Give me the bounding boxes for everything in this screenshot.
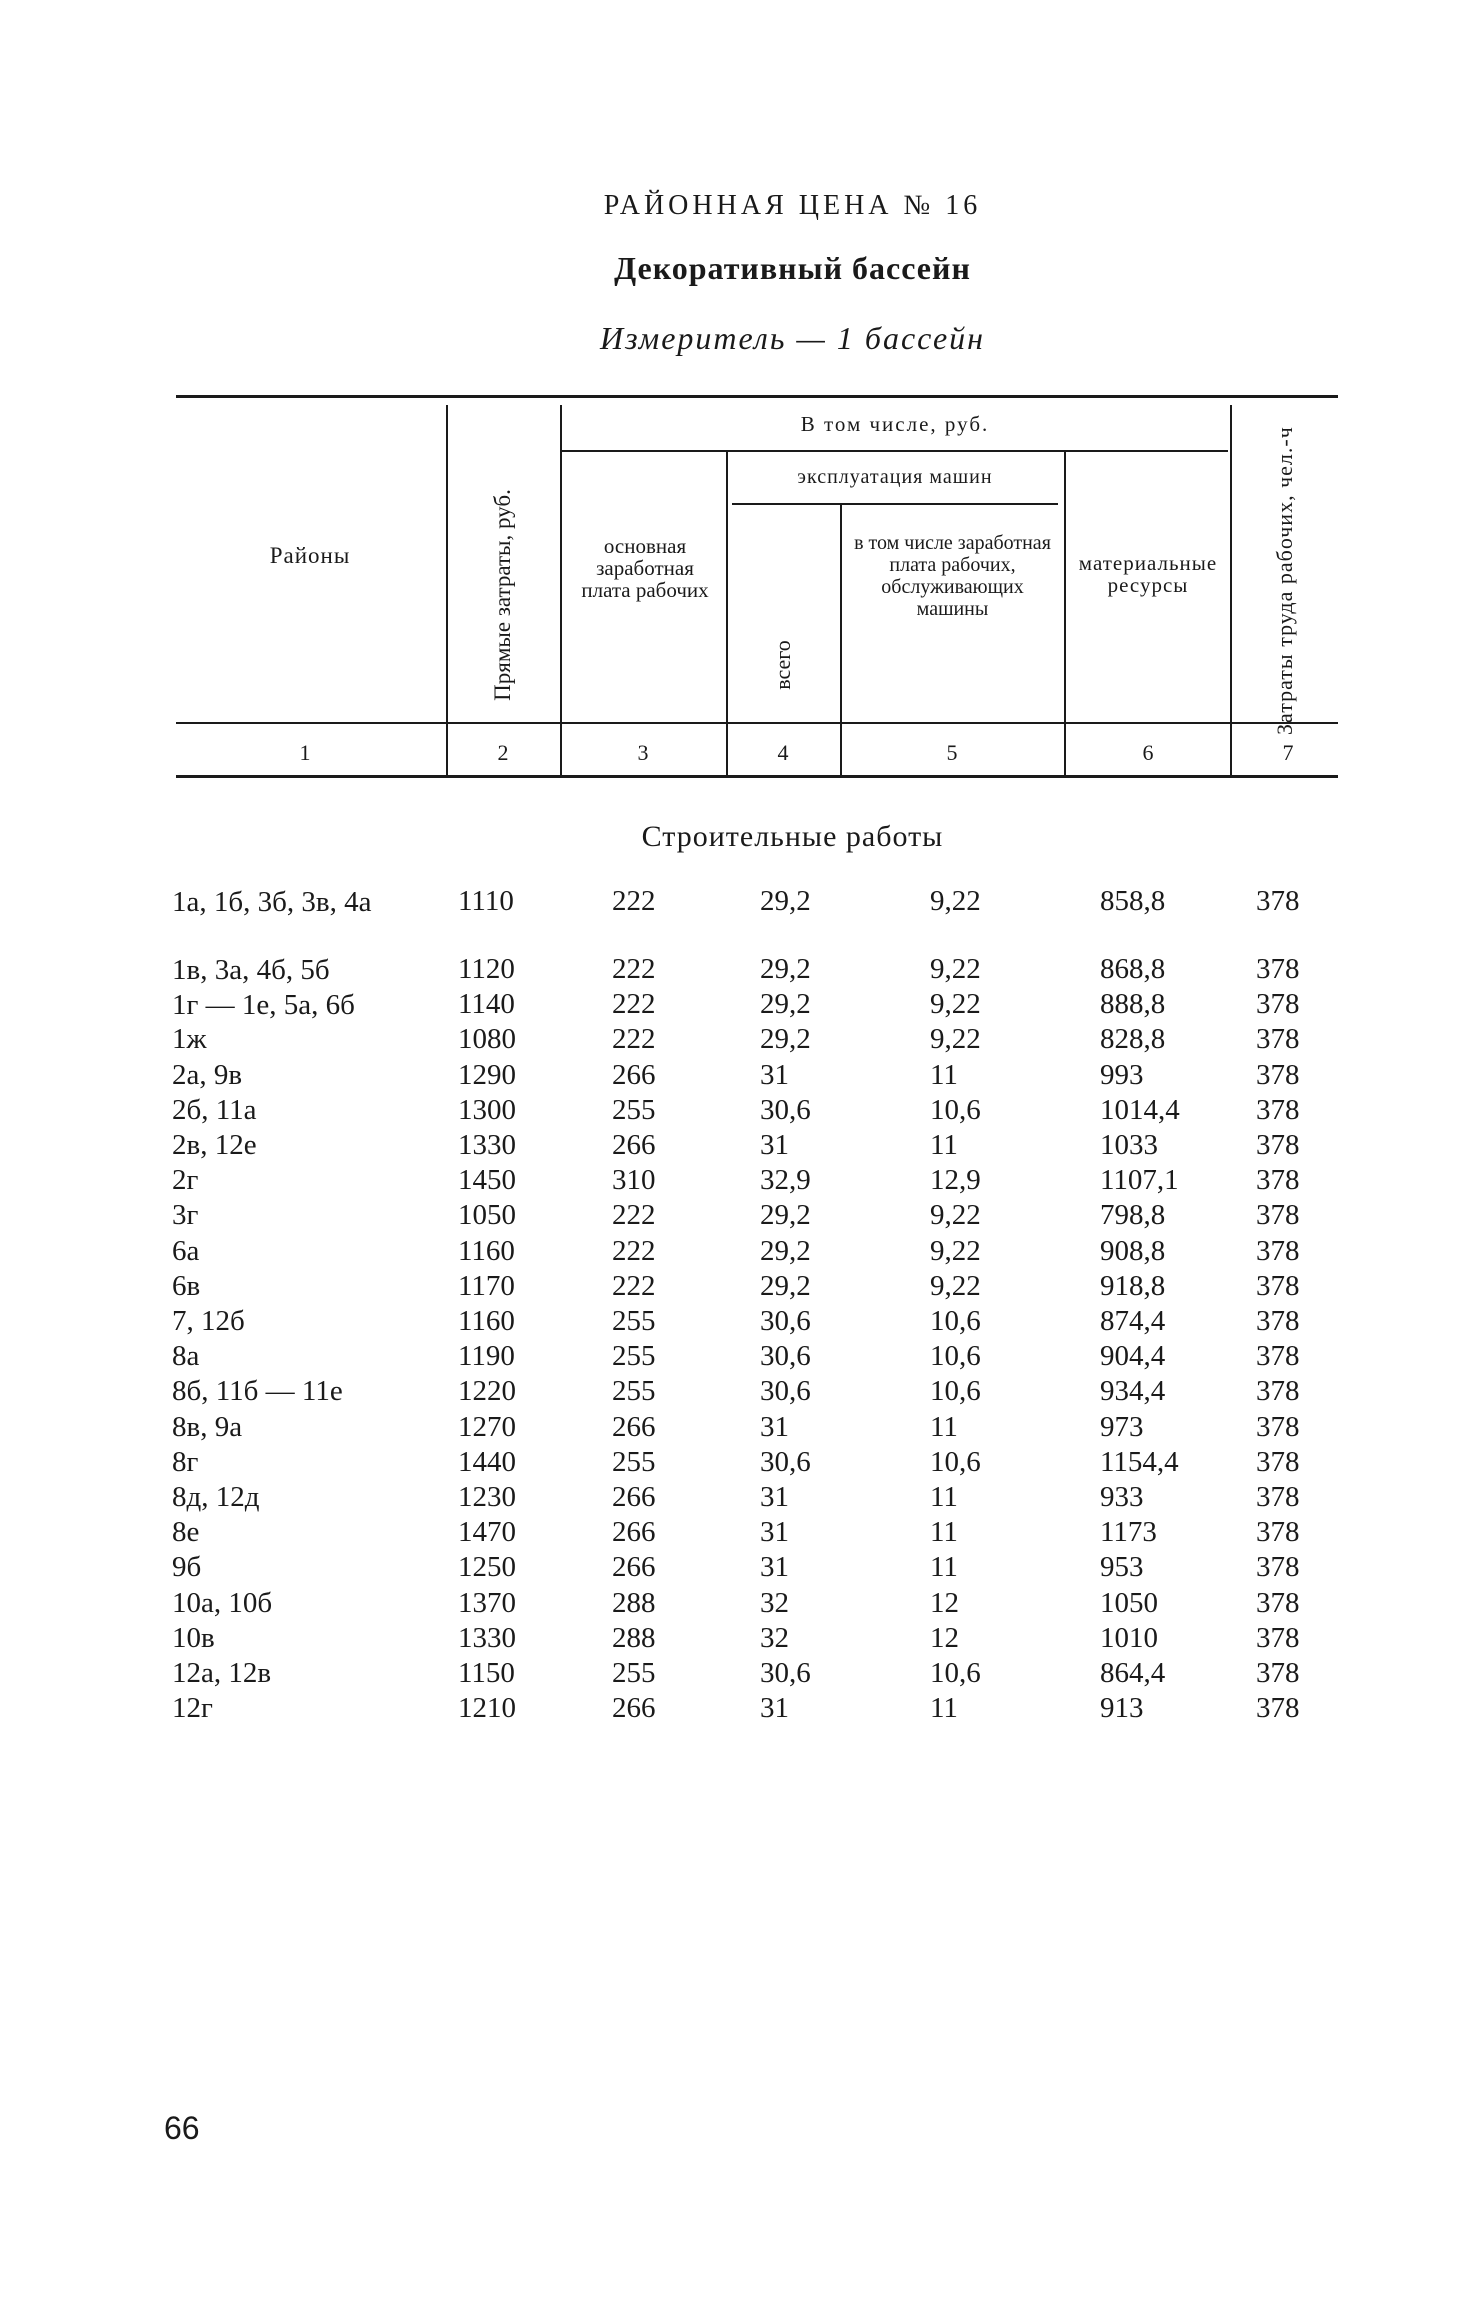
machines-wages-cell: 9,22 (930, 885, 981, 917)
labor-cell: 378 (1256, 1481, 1300, 1513)
wages-cell: 222 (612, 1234, 656, 1267)
machines-wages-cell: 10,6 (930, 1340, 981, 1373)
labor-cell: 378 (1256, 1586, 1300, 1619)
vline-2 (560, 405, 562, 777)
machines-wages-cell: 11 (930, 1551, 958, 1584)
labor-cell: 378 (1256, 988, 1300, 1021)
direct-cost-cell: 1050 (458, 1199, 516, 1232)
machines-wages-cell: 10,6 (930, 1093, 981, 1126)
labor-cell: 378 (1256, 1516, 1300, 1549)
machines-total-cell: 32 (760, 1586, 789, 1619)
labor-cell: 378 (1256, 1093, 1300, 1126)
machines-total-cell: 31 (760, 1129, 789, 1161)
materials-cell: 1014,4 (1100, 1093, 1180, 1126)
materials-cell: 864,4 (1100, 1657, 1166, 1689)
labor-cell: 378 (1256, 1305, 1300, 1337)
materials-cell: 1154,4 (1100, 1445, 1179, 1478)
table-row (0, 1446, 1465, 1481)
machines-wages-cell: 9,22 (930, 1269, 981, 1302)
materials-cell: 874,4 (1100, 1305, 1166, 1337)
machines-wages-cell: 12 (930, 1586, 959, 1619)
direct-cost-cell: 1290 (458, 1058, 516, 1091)
machines-total-cell: 30,6 (760, 1305, 811, 1337)
table-row (0, 1516, 1465, 1551)
machines-wages-cell: 9,22 (930, 953, 981, 985)
table-row (0, 1023, 1465, 1058)
labor-cell: 378 (1256, 1234, 1300, 1267)
machines-wages-cell: 9,22 (930, 1023, 981, 1056)
machines-total-cell: 29,2 (760, 885, 811, 917)
object-title: Декоративный бассейн (614, 250, 971, 286)
direct-cost-cell: 1230 (458, 1481, 516, 1513)
direct-cost-cell: 1120 (458, 953, 515, 985)
col-number-1: 1 (299, 740, 311, 765)
district-cell: 1ж (172, 1023, 207, 1056)
materials-cell: 1033 (1100, 1129, 1158, 1161)
col1-header: Районы (269, 543, 351, 568)
col3-header: основная заработная плата рабочих (581, 534, 709, 602)
materials-cell: 1010 (1100, 1621, 1158, 1654)
vline-1 (446, 405, 448, 777)
district-cell: 2в, 12е (172, 1129, 257, 1161)
table-row (0, 1199, 1465, 1234)
machines-total-cell: 31 (760, 1410, 789, 1443)
direct-cost-cell: 1270 (458, 1410, 516, 1443)
wages-cell: 266 (612, 1692, 656, 1725)
materials-cell: 1107,1 (1100, 1164, 1179, 1197)
labor-cell: 378 (1256, 1129, 1300, 1161)
labor-cell: 378 (1256, 1410, 1300, 1443)
wages-cell: 255 (612, 1657, 656, 1689)
machines-wages-cell: 9,22 (930, 988, 981, 1021)
direct-cost-cell: 1470 (458, 1516, 516, 1549)
vline-5 (1064, 452, 1066, 777)
materials-cell: 1050 (1100, 1586, 1158, 1619)
district-cell: 10в (172, 1621, 215, 1654)
wages-cell: 222 (612, 988, 656, 1021)
machines-total-cell: 29,2 (760, 1023, 811, 1056)
wages-cell: 222 (612, 953, 656, 985)
direct-cost-cell: 1150 (458, 1657, 515, 1689)
table-row (0, 1340, 1465, 1375)
table-row (0, 1622, 1465, 1657)
labor-cell: 378 (1256, 1621, 1300, 1654)
wages-cell: 288 (612, 1586, 656, 1619)
unit-line: Измеритель — 1 бассейн (599, 320, 986, 356)
district-cell: 1г — 1е, 5а, 6б (172, 989, 355, 1022)
machines-wages-cell: 11 (930, 1410, 958, 1443)
machines-total-cell: 29,2 (760, 953, 811, 985)
materials-cell: 858,8 (1100, 885, 1166, 917)
district-cell: 10а, 10б (172, 1586, 273, 1619)
machines-total-cell: 31 (760, 1058, 789, 1091)
labor-cell: 378 (1256, 1445, 1300, 1478)
wages-cell: 255 (612, 1093, 656, 1126)
district-cell: 2г (172, 1164, 199, 1197)
machines-wages-cell: 9,22 (930, 1199, 981, 1232)
direct-cost-cell: 1190 (458, 1340, 515, 1373)
district-cell: 6а (172, 1234, 200, 1267)
materials-cell: 908,8 (1100, 1234, 1166, 1267)
district-cell: 8а (172, 1340, 200, 1373)
direct-cost-cell: 1450 (458, 1164, 516, 1197)
machines-total-cell: 30,6 (760, 1375, 811, 1408)
machines-total-cell: 30,6 (760, 1340, 811, 1373)
wages-cell: 255 (612, 1305, 656, 1337)
materials-cell: 904,4 (1100, 1340, 1166, 1373)
district-cell: 8д, 12д (172, 1481, 260, 1513)
table-row (0, 1059, 1465, 1094)
vline-6 (1230, 405, 1232, 777)
direct-cost-cell: 1300 (458, 1093, 516, 1126)
machines-wages-cell: 11 (930, 1516, 958, 1549)
materials-cell: 828,8 (1100, 1023, 1166, 1056)
materials-cell: 888,8 (1100, 988, 1166, 1021)
district-cell: 8б, 11б — 11е (172, 1375, 343, 1408)
wages-cell: 255 (612, 1375, 656, 1408)
materials-cell: 798,8 (1100, 1199, 1166, 1232)
machines-total-cell: 30,6 (760, 1093, 811, 1126)
wages-cell: 255 (612, 1445, 656, 1478)
rule-under-including (562, 450, 1228, 452)
table-row (0, 953, 1465, 988)
machines-wages-cell: 10,6 (930, 1445, 981, 1478)
machines-total-cell: 31 (760, 1551, 789, 1584)
page-number: 66 (164, 2110, 200, 2146)
machines-wages-cell: 11 (930, 1481, 958, 1513)
machines-wages-cell: 12,9 (930, 1164, 981, 1197)
col5-header: в том числе заработная плата рабочих, обслуживающих машины (854, 532, 1051, 620)
machines-wages-cell: 11 (930, 1692, 958, 1725)
machines-wages-cell: 10,6 (930, 1305, 981, 1337)
machines-wages-cell: 10,6 (930, 1657, 981, 1689)
table-row (0, 1692, 1465, 1727)
table-row (0, 1235, 1465, 1270)
machines-total-cell: 29,2 (760, 1269, 811, 1302)
direct-cost-cell: 1250 (458, 1551, 516, 1584)
table-row (0, 1094, 1465, 1129)
direct-cost-cell: 1110 (458, 885, 514, 917)
col-number-5: 5 (946, 740, 958, 765)
materials-cell: 933 (1100, 1481, 1144, 1513)
table-row (0, 1551, 1465, 1586)
labor-cell: 378 (1256, 1340, 1300, 1373)
wages-cell: 266 (612, 1481, 656, 1513)
direct-cost-cell: 1140 (458, 988, 515, 1021)
labor-cell: 378 (1256, 1692, 1300, 1725)
col6-header: материальные ресурсы (1078, 551, 1218, 597)
wages-cell: 255 (612, 1340, 656, 1373)
wages-cell: 266 (612, 1058, 656, 1091)
vline-3 (726, 452, 728, 777)
district-cell: 3г (172, 1199, 199, 1232)
table-row (0, 1481, 1465, 1516)
table-row (0, 1657, 1465, 1692)
wages-cell: 266 (612, 1129, 656, 1161)
table-row (0, 1129, 1465, 1164)
table-row (0, 1305, 1465, 1340)
direct-cost-cell: 1210 (458, 1692, 516, 1725)
direct-cost-cell: 1160 (458, 1234, 515, 1267)
including-header: В том числе, руб. (800, 412, 990, 436)
col7-header: Затраты труда рабочих, чел.-ч (1272, 426, 1297, 735)
direct-cost-cell: 1160 (458, 1305, 515, 1337)
direct-cost-cell: 1370 (458, 1586, 516, 1619)
labor-cell: 378 (1256, 1058, 1300, 1091)
col-number-3: 3 (637, 740, 649, 765)
district-cell: 12г (172, 1692, 213, 1725)
table-row (0, 885, 1465, 920)
header-mid-rule (176, 722, 1338, 724)
machines-wages-cell: 11 (930, 1129, 958, 1161)
section-title: Строительные работы (641, 820, 944, 853)
district-cell: 6в (172, 1269, 201, 1302)
price-title: РАЙОННАЯ ЦЕНА № 16 (603, 190, 982, 221)
rule-under-machines (732, 503, 1058, 505)
labor-cell: 378 (1256, 1199, 1300, 1232)
machines-total-cell: 29,2 (760, 1234, 811, 1267)
direct-cost-cell: 1080 (458, 1023, 516, 1056)
materials-cell: 993 (1100, 1058, 1144, 1091)
direct-cost-cell: 1170 (458, 1269, 515, 1302)
direct-cost-cell: 1220 (458, 1375, 516, 1408)
wages-cell: 310 (612, 1164, 656, 1197)
col4-header: всего (770, 640, 795, 690)
machines-wages-cell: 9,22 (930, 1234, 981, 1267)
district-cell: 8в, 9а (172, 1410, 243, 1443)
col-number-6: 6 (1142, 740, 1154, 765)
district-cell: 2б, 11а (172, 1093, 257, 1126)
district-cell: 1а, 1б, 3б, 3в, 4а (172, 886, 372, 918)
machines-wages-cell: 10,6 (930, 1375, 981, 1408)
col2-header: Прямые затраты, руб. (490, 489, 515, 701)
col-number-7: 7 (1282, 740, 1294, 765)
direct-cost-cell: 1330 (458, 1129, 516, 1161)
wages-cell: 266 (612, 1516, 656, 1549)
district-cell: 12а, 12в (172, 1657, 272, 1689)
header-bottom-rule (176, 775, 1338, 778)
materials-cell: 934,4 (1100, 1375, 1166, 1408)
machines-total-cell: 32,9 (760, 1164, 811, 1197)
table-row (0, 988, 1465, 1023)
table-row (0, 1375, 1465, 1410)
labor-cell: 378 (1256, 1375, 1300, 1408)
machines-header: эксплуатация машин (797, 466, 993, 488)
materials-cell: 913 (1100, 1692, 1144, 1725)
wages-cell: 222 (612, 1269, 656, 1302)
materials-cell: 973 (1100, 1410, 1144, 1443)
labor-cell: 378 (1256, 885, 1300, 917)
materials-cell: 868,8 (1100, 953, 1166, 985)
labor-cell: 378 (1256, 1164, 1300, 1197)
machines-total-cell: 32 (760, 1621, 789, 1654)
district-cell: 2а, 9в (172, 1058, 243, 1091)
district-cell: 9б (172, 1551, 202, 1584)
district-cell: 7, 12б (172, 1305, 245, 1337)
table-row (0, 1587, 1465, 1622)
direct-cost-cell: 1440 (458, 1445, 516, 1478)
col-number-4: 4 (777, 740, 789, 765)
labor-cell: 378 (1256, 953, 1300, 985)
labor-cell: 378 (1256, 1023, 1300, 1056)
machines-total-cell: 31 (760, 1481, 789, 1513)
labor-cell: 378 (1256, 1269, 1300, 1302)
materials-cell: 918,8 (1100, 1269, 1166, 1302)
vline-4 (840, 505, 842, 777)
machines-total-cell: 31 (760, 1516, 789, 1549)
materials-cell: 1173 (1100, 1516, 1157, 1549)
district-cell: 1в, 3а, 4б, 5б (172, 954, 330, 986)
direct-cost-cell: 1330 (458, 1621, 516, 1654)
col-number-2: 2 (497, 740, 509, 765)
machines-wages-cell: 12 (930, 1621, 959, 1654)
labor-cell: 378 (1256, 1551, 1300, 1584)
machines-total-cell: 30,6 (760, 1657, 811, 1689)
wages-cell: 266 (612, 1410, 656, 1443)
table-row (0, 1411, 1465, 1446)
machines-total-cell: 31 (760, 1692, 789, 1725)
materials-cell: 953 (1100, 1551, 1144, 1584)
machines-total-cell: 29,2 (760, 1199, 811, 1232)
wages-cell: 222 (612, 1199, 656, 1232)
table-row (0, 1270, 1465, 1305)
district-cell: 8е (172, 1516, 200, 1549)
district-cell: 8г (172, 1445, 199, 1478)
wages-cell: 266 (612, 1551, 656, 1584)
wages-cell: 288 (612, 1621, 656, 1654)
machines-total-cell: 30,6 (760, 1445, 811, 1478)
table-row (0, 1164, 1465, 1199)
wages-cell: 222 (612, 1023, 656, 1056)
labor-cell: 378 (1256, 1657, 1300, 1689)
header-top-rule (176, 395, 1338, 398)
machines-wages-cell: 11 (930, 1058, 958, 1091)
wages-cell: 222 (612, 885, 656, 917)
machines-total-cell: 29,2 (760, 988, 811, 1021)
